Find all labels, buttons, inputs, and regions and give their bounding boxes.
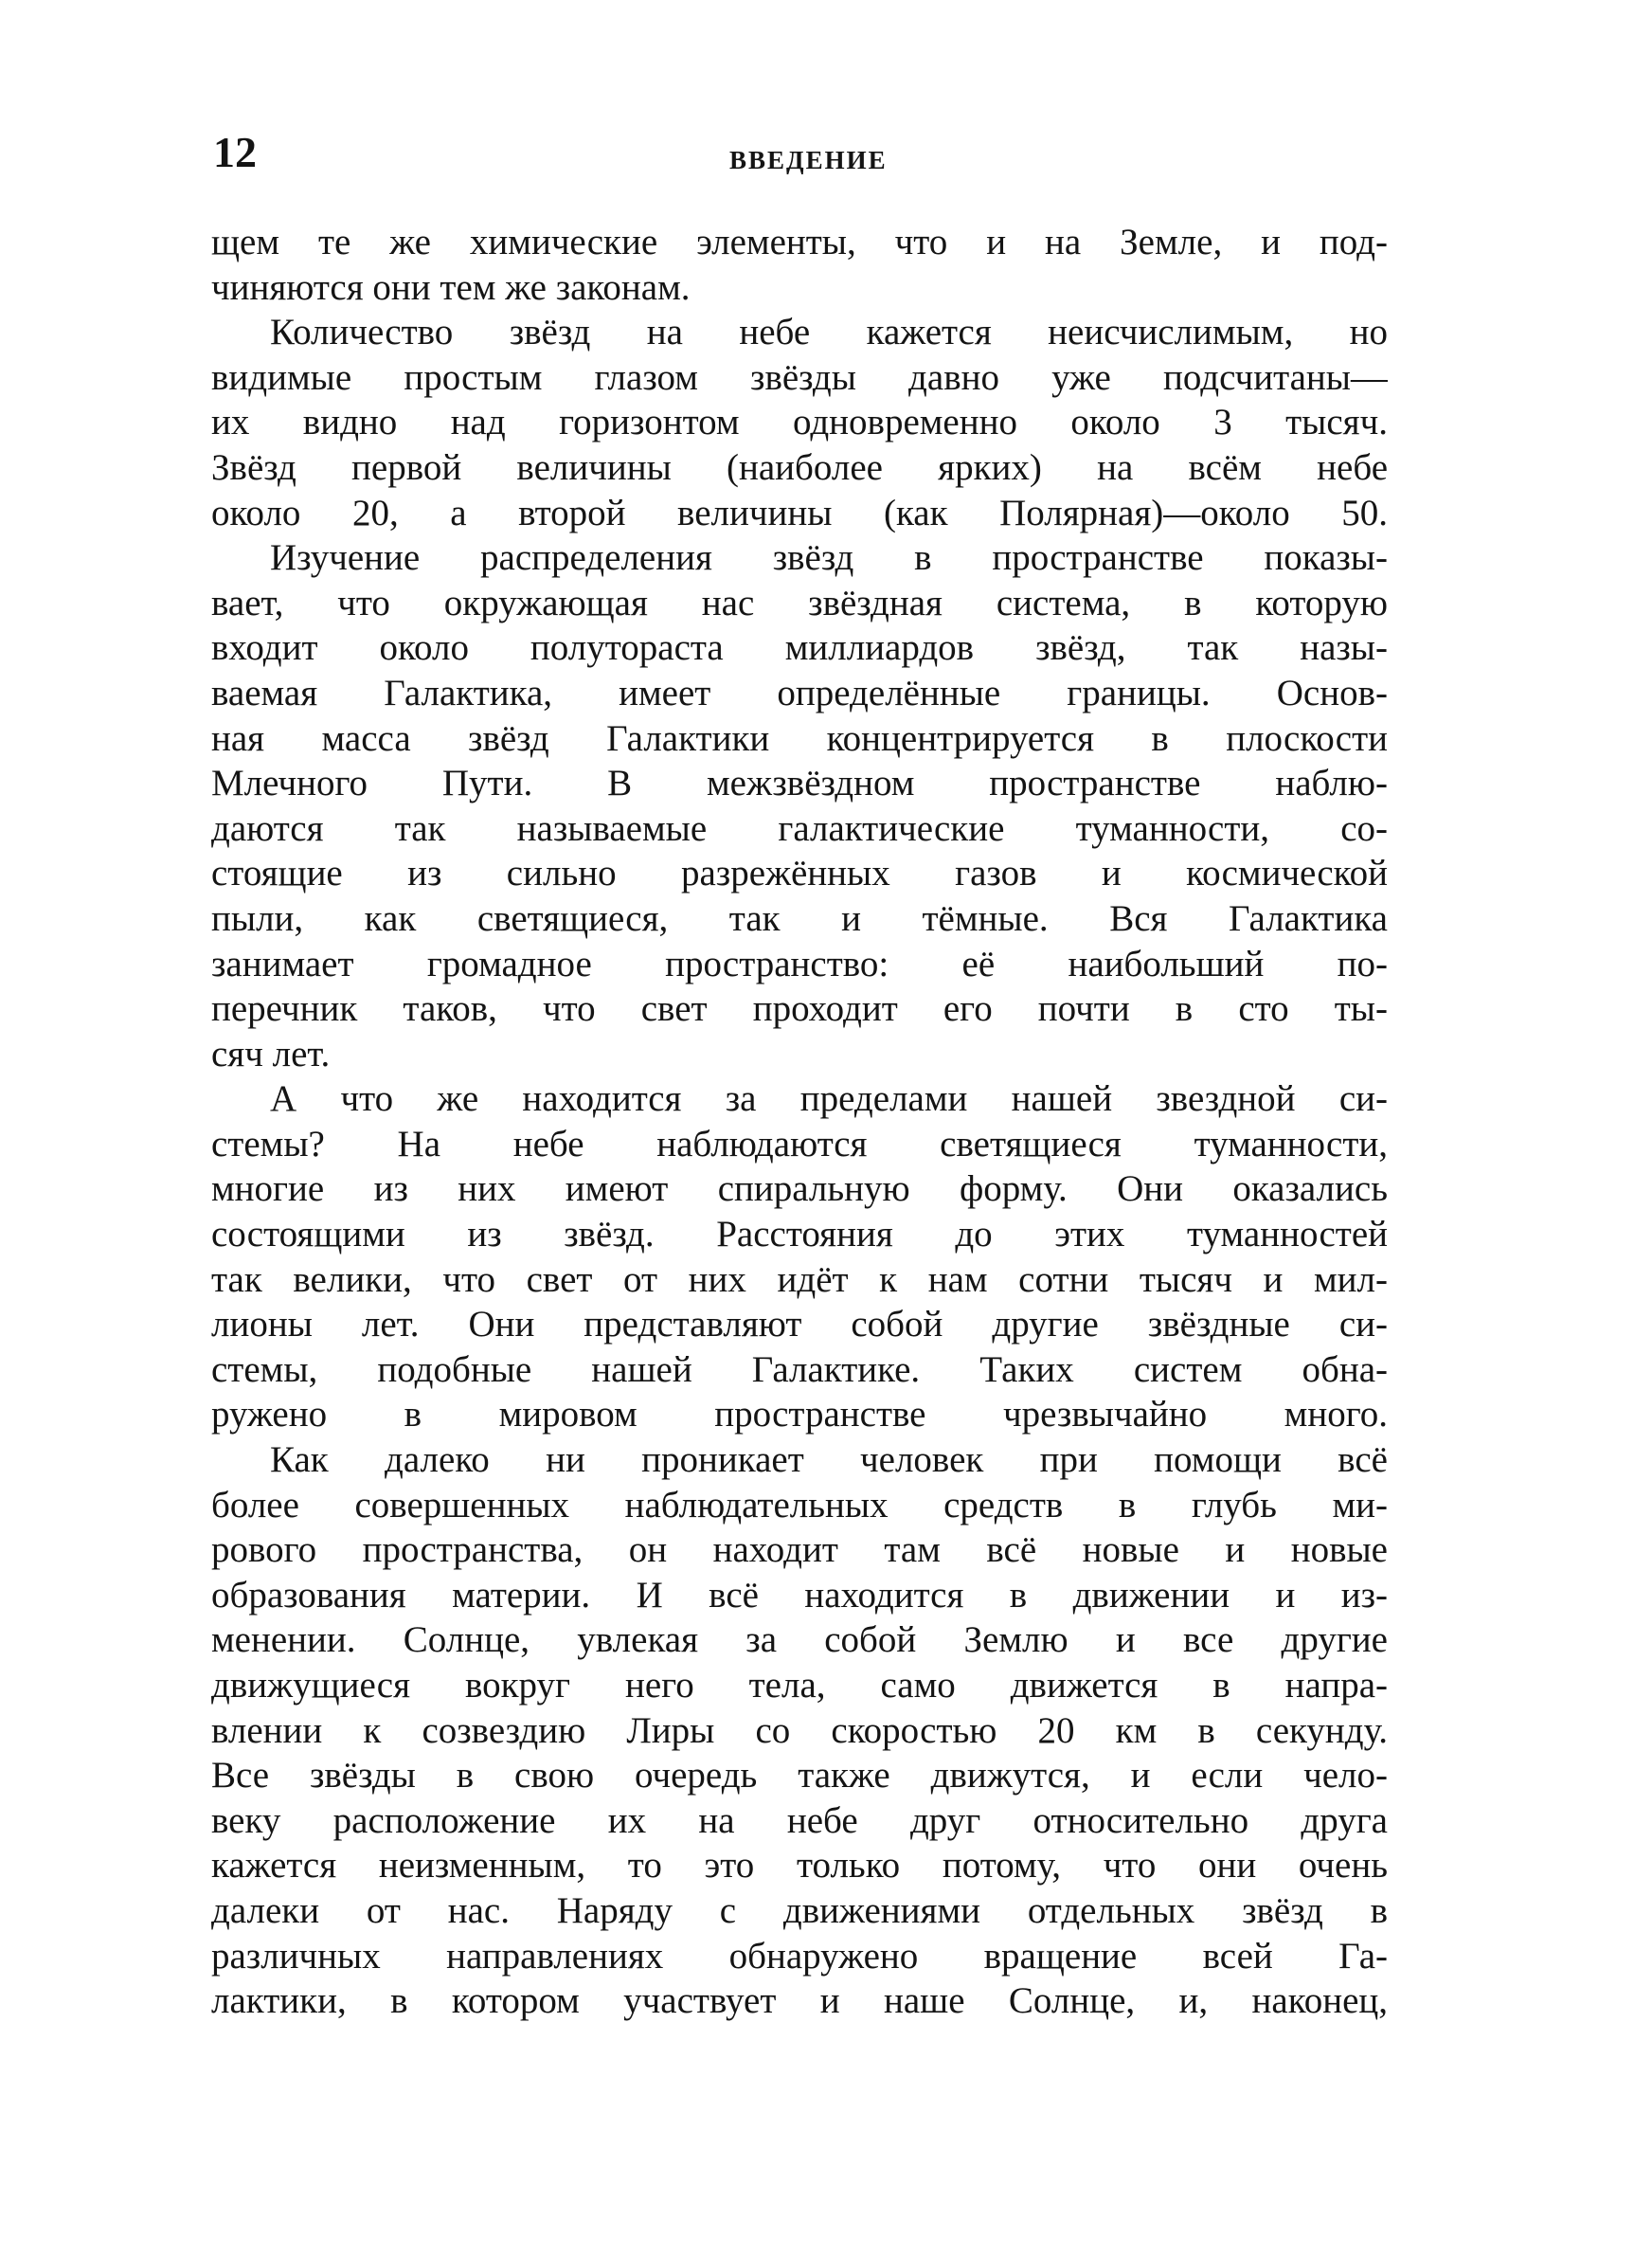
text-line: видимые простым глазом звёзды давно уже подсчитаны— (211, 356, 1388, 398)
running-head: ВВЕДЕНИЕ (729, 146, 888, 174)
text-line: входит около полутораста миллиардов звёзд, так назы- (211, 627, 1388, 669)
text-line: чиняются они тем же законам. (211, 266, 691, 308)
text-line: стемы? На небе наблюдаются светящиеся туманности, (211, 1123, 1388, 1165)
text-line: Как далеко ни проникает человек при помощи всё (270, 1439, 1388, 1481)
text-line: около 20, а второй величины (как Полярная)—около 50. (211, 492, 1388, 533)
text-line: их видно над горизонтом одновременно около 3 тысяч. (211, 402, 1388, 443)
paragraph (211, 220, 1388, 310)
text-line: веку расположение их на небе друг относительно друга (211, 1799, 1388, 1841)
text-line: Звёзд первой величины (наиболее ярких) на всём небе (211, 446, 1388, 488)
text-line: многие из них имеют спиральную форму. Они оказались (211, 1168, 1388, 1210)
text-line: лактики, в котором участвует и наше Солнце, и, наконец, (211, 1980, 1388, 2022)
page-number: 12 (213, 128, 257, 176)
text-line: стоящие из сильно разрежённых газов и космической (211, 853, 1388, 894)
text-line: лионы лет. Они представляют собой другие звёздные си- (211, 1304, 1388, 1345)
text-line: стемы, подобные нашей Галактике. Таких систем обна- (211, 1348, 1388, 1390)
text-line: более совершенных наблюдательных средств в глубь ми- (211, 1484, 1388, 1526)
text-line: рового пространства, он находит там всё новые и новые (211, 1529, 1388, 1571)
text-line: состоящими из звёзд. Расстояния до этих туманностей (211, 1214, 1388, 1255)
text-line: А что же находится за пределами нашей звездной си- (270, 1078, 1388, 1120)
paragraph (211, 310, 1388, 535)
text-line: различных направлениях обнаружено вращение всей Га- (211, 1935, 1388, 1977)
text-line: Количество звёзд на небе кажется неисчислимым, но (270, 312, 1388, 353)
text-line: образования материи. И всё находится в движении и из- (211, 1574, 1388, 1616)
text-line: занимает громадное пространство: её наибольший по- (211, 943, 1388, 984)
text-line: ваемая Галактика, имеет определённые границы. Основ- (211, 672, 1388, 713)
text-line: менении. Солнце, увлекая за собой Землю и все другие (211, 1619, 1388, 1661)
text-line: влении к созвездию Лиры со скоростью 20 км в секунду. (211, 1709, 1388, 1751)
text-line: перечник таков, что свет проходит его почти в сто ты- (211, 988, 1388, 1030)
text-line: Изучение распределения звёзд в пространстве показы- (270, 537, 1388, 579)
paragraph (211, 1437, 1388, 2024)
text-line: так велики, что свет от них идёт к нам сотни тысяч и мил- (211, 1258, 1388, 1300)
text-line: даются так называемые галактические туманности, со- (211, 807, 1388, 849)
text-line: щем те же химические элементы, что и на Земле, и под- (211, 222, 1388, 262)
text-line: далеки от нас. Наряду с движениями отдельных звёзд в (211, 1889, 1388, 1931)
body-text (211, 220, 1388, 2024)
text-line: пыли, как светящиеся, так и тёмные. Вся Галактика (211, 897, 1388, 939)
text-line: ная масса звёзд Галактики концентрируется в плоскости (211, 717, 1388, 759)
text-line: вает, что окружающая нас звёздная система, в которую (211, 582, 1388, 623)
text-line: движущиеся вокруг него тела, само движется в напра- (211, 1665, 1388, 1706)
paragraph (211, 1076, 1388, 1437)
text-line: ружено в мировом пространстве чрезвычайно много. (211, 1394, 1388, 1435)
text-line: сяч лет. (211, 1033, 331, 1074)
text-line: Все звёзды в свою очередь также движутся, и если чело- (211, 1755, 1388, 1797)
paragraph (211, 535, 1388, 1076)
text-line: Млечного Пути. В межзвёздном пространстве наблю- (211, 763, 1388, 804)
text-line: кажется неизменным, то это только потому, что они очень (211, 1845, 1388, 1887)
page-header (213, 128, 1388, 188)
